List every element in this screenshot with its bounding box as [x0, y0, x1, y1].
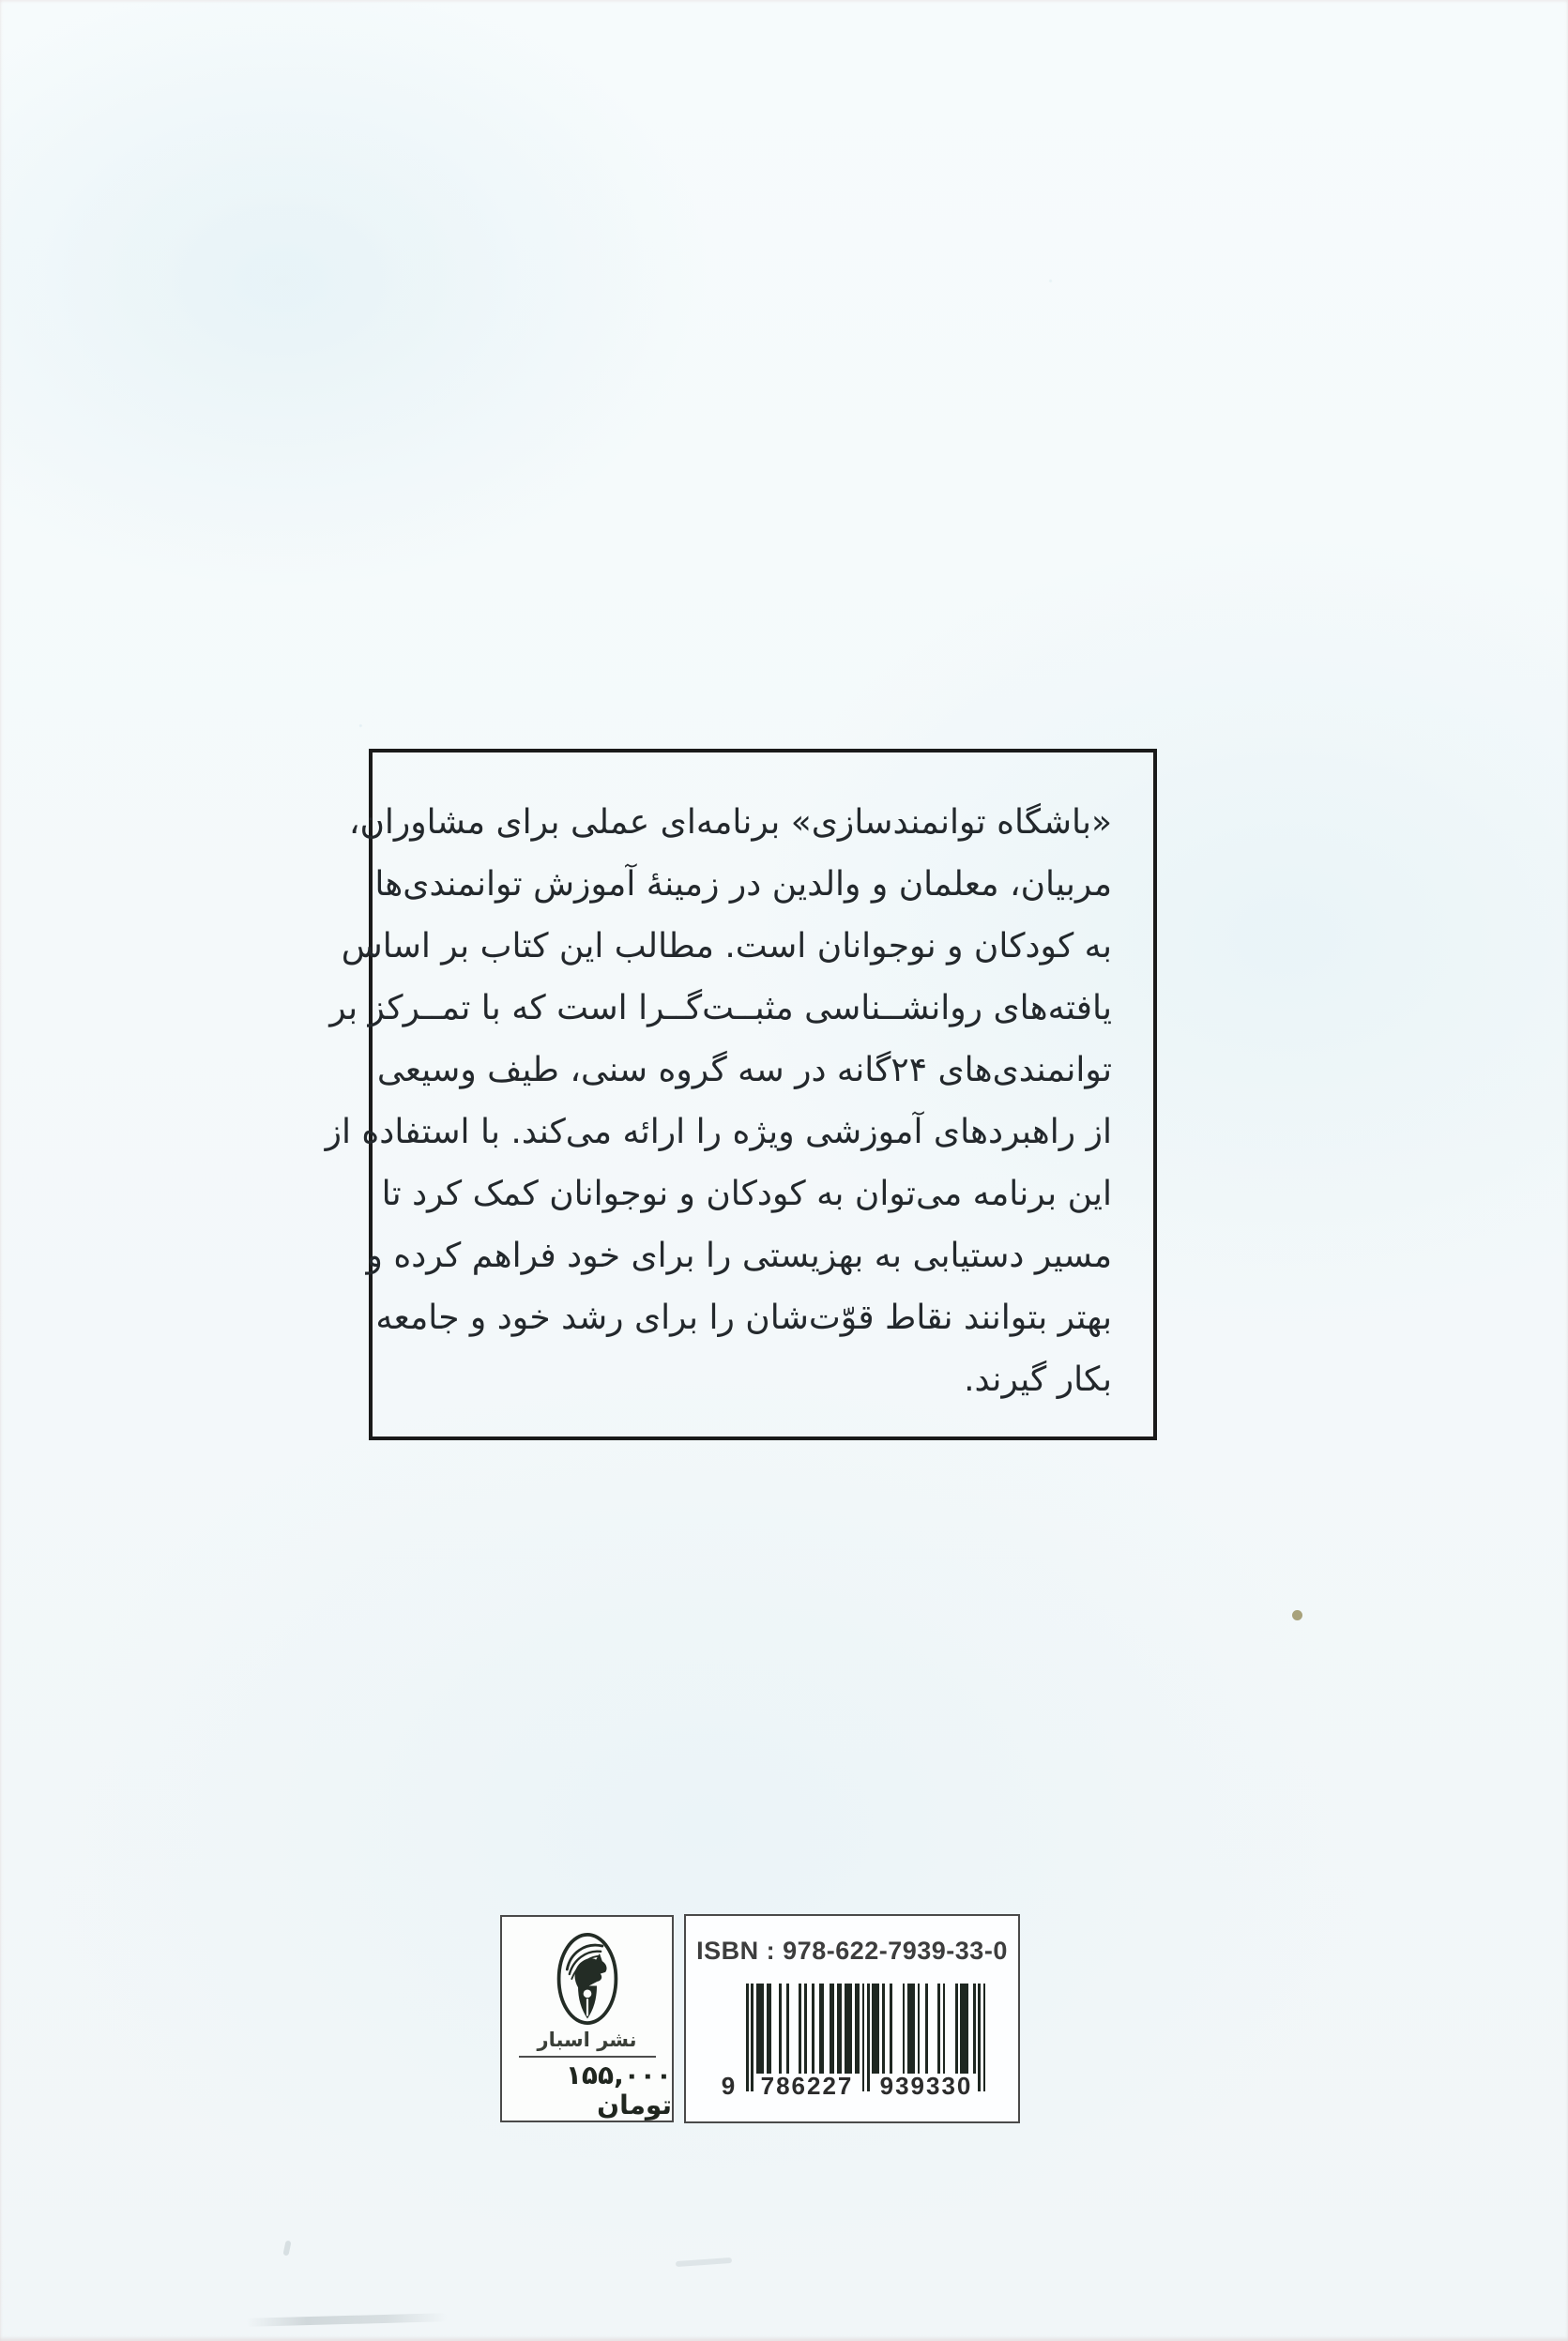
synopsis-line: توانمندی‌های ۲۴گانه در سه گروه سنی، طیف وسیعی — [376, 1051, 1112, 1089]
barcode-digit-left-group: 786227 — [760, 2072, 854, 2100]
scan-smudge — [676, 2257, 732, 2267]
synopsis-line: بکار گیرند. — [964, 1361, 1112, 1399]
barcode-digit-right-group: 939330 — [879, 2072, 973, 2100]
synopsis-line: به کودکان و نوجوانان است. مطالب این کتاب بر اساس — [341, 927, 1112, 965]
synopsis-line: مربیان، معلمان و والدین در زمینهٔ آموزش توانمندی‌ها — [374, 865, 1112, 904]
divider-line — [519, 2056, 656, 2058]
publisher-name: نشر اسبار — [537, 2029, 637, 2051]
synopsis-line: یافته‌های روانشــناسی مثبــت‌گــرا است که با تمــرکز بر — [329, 989, 1112, 1027]
synopsis-text-box — [325, 749, 1157, 1440]
synopsis-line: بهتر بتوانند نقاط قوّت‌شان را برای رشد خود و جامعه — [375, 1299, 1112, 1337]
synopsis-line: این برنامه می‌توان به کودکان و نوجوانان کمک کرد تا — [381, 1175, 1112, 1213]
synopsis-line: از راهبردهای آموزشی ویژه را ارائه می‌کند. با استفاده از — [325, 1113, 1112, 1151]
synopsis-line: مسیر دستیابی به بهزیستی را برای خود فراهم کرده و — [366, 1237, 1112, 1275]
barcode-digits — [721, 2072, 987, 2100]
isbn-number: ISBN : 978-622-7939-33-0 — [696, 1937, 1008, 1965]
publisher-price-box — [500, 1915, 674, 2122]
isbn-barcode-box — [684, 1914, 1020, 2123]
asbar-publisher-logo-icon — [550, 1932, 625, 2026]
synopsis-line: «باشگاه توانمندسازی» برنامه‌ای عملی برای مشاوران، — [348, 803, 1112, 842]
barcode-digit-first: 9 — [721, 2072, 736, 2100]
ean13-barcode — [721, 1984, 987, 2120]
scan-smudge — [282, 2241, 291, 2257]
price-text: ۱۵۵,۰۰۰ تومان — [565, 2060, 672, 2121]
paper-speck — [1292, 1610, 1302, 1620]
scan-smudge — [246, 2313, 448, 2327]
